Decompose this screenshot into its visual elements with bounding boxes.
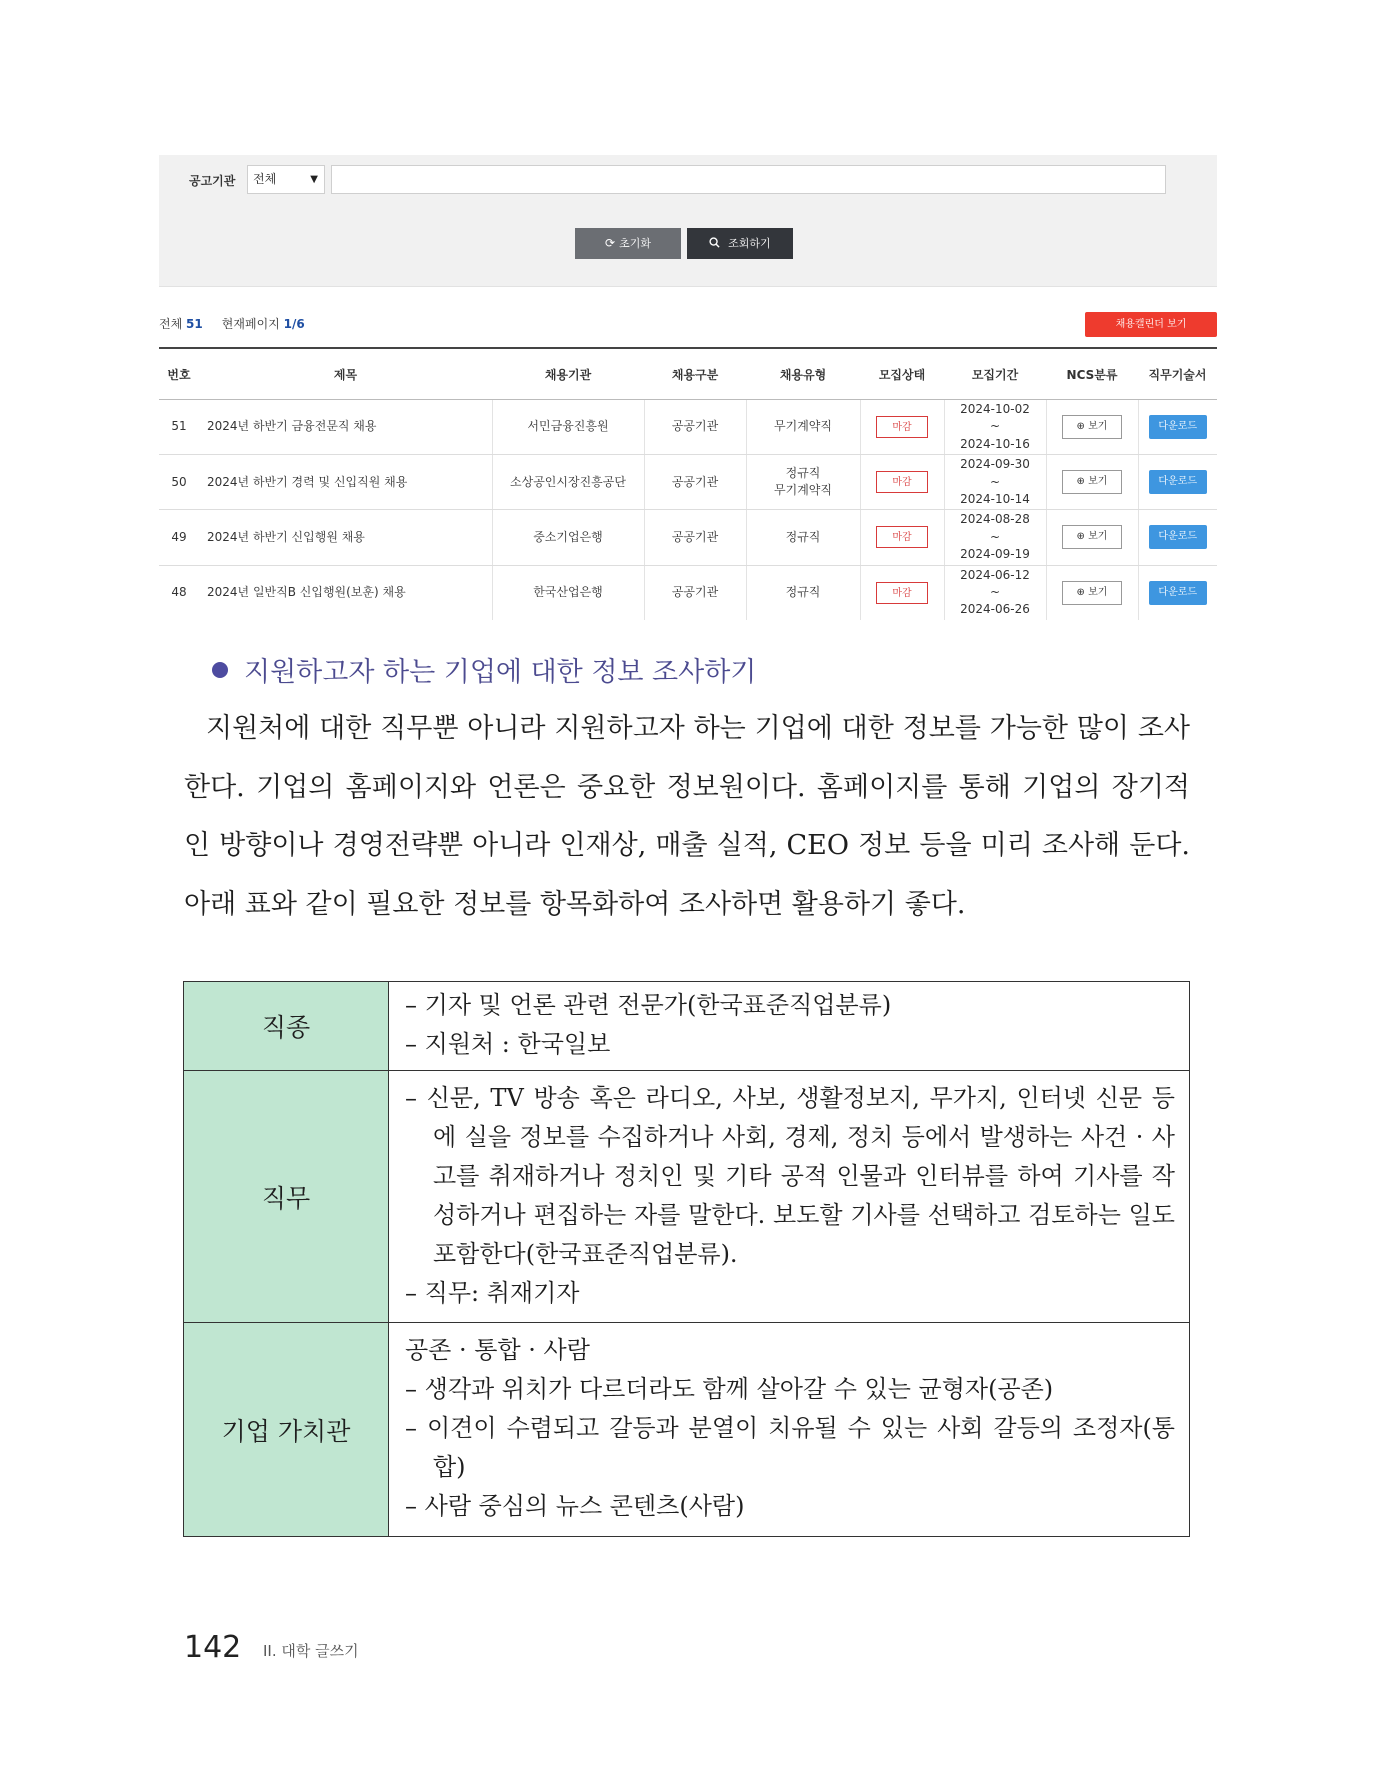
section-heading: 지원하고자 하는 기업에 대한 정보 조사하기: [244, 657, 757, 688]
row-period: [944, 510, 1046, 565]
status-badge: 마감: [876, 416, 928, 438]
row-type-1: 정규직: [785, 584, 821, 599]
row-type: [746, 510, 860, 565]
search-input[interactable]: [331, 165, 1166, 194]
row-ncs: [1046, 565, 1138, 620]
download-button[interactable]: 다운로드: [1149, 525, 1207, 549]
ncs-view-button[interactable]: [1062, 581, 1122, 605]
info-line: – 신문, TV 방송 혹은 라디오, 사보, 생활정보지, 무가지, 인터넷 신문 등에 실을 정보를 수집하거나 사회, 경제, 정치 등에서 발생하는 사건 · 사고를 취재하거나 정치인 및 기타 공적 인물과 인터뷰를 하여 기사를 작성하거나 편집하는 자를 말한다. 보도할 기사를 선택하고 검토하는 일도 포함한다(한국표준직업분류).: [405, 1083, 1175, 1268]
row-type: [746, 455, 860, 510]
row-type-1: 무기계약직: [774, 419, 832, 434]
zoom-icon: ⊕: [1076, 421, 1085, 433]
info-value-occupation: [389, 982, 1190, 1071]
row-title[interactable]: 2024년 일반직B 신입행원(보훈) 채용: [207, 584, 406, 599]
row-org: 서민금융진흥원: [492, 400, 644, 455]
info-intro: 공존 · 통합 · 사람: [405, 1336, 590, 1364]
info-line: – 사람 중심의 뉴스 콘텐츠(사람): [405, 1492, 745, 1520]
row-category: 공공기관: [644, 455, 746, 510]
info-line: – 생각과 위치가 다르더라도 함께 살아갈 수 있는 균형자(공존): [405, 1375, 1054, 1403]
row-title[interactable]: 2024년 하반기 경력 및 신입직원 채용: [199, 455, 492, 510]
row-type: [746, 400, 860, 455]
info-row-occupation: [184, 982, 1190, 1071]
zoom-icon: ⊕: [1076, 531, 1085, 543]
row-doc: [1138, 400, 1217, 455]
table-row: [159, 565, 1217, 620]
info-row-values: [184, 1323, 1190, 1537]
row-ncs: [1046, 455, 1138, 510]
col-header-no: 번호: [159, 348, 199, 400]
col-header-doc: 직무기술서: [1138, 348, 1217, 400]
search-button[interactable]: [687, 228, 793, 259]
col-header-type: 채용유형: [746, 348, 860, 400]
search-icon: [709, 236, 724, 250]
status-badge: 마감: [876, 582, 928, 604]
ncs-view-label: 보기: [1088, 421, 1108, 433]
page-number: 142: [184, 1630, 242, 1665]
row-status: [860, 455, 944, 510]
period-tilde: ~: [989, 474, 1001, 489]
ncs-view-button[interactable]: [1062, 415, 1122, 439]
row-period: [944, 400, 1046, 455]
refresh-icon: ⟳: [605, 236, 616, 250]
col-header-org: 채용기관: [492, 348, 644, 400]
row-no: 49: [159, 510, 199, 565]
row-category: 공공기관: [644, 510, 746, 565]
info-key-occupation: 직종: [184, 982, 389, 1071]
period-end: 2024-10-16: [960, 436, 1030, 451]
row-doc: [1138, 455, 1217, 510]
ncs-view-button[interactable]: [1062, 525, 1122, 549]
ncs-view-label: 보기: [1088, 531, 1108, 543]
download-button[interactable]: 다운로드: [1149, 415, 1207, 439]
status-badge: 마감: [876, 471, 928, 493]
row-period: [944, 455, 1046, 510]
period-tilde: ~: [989, 529, 1001, 544]
reset-button[interactable]: [575, 228, 681, 259]
period-end: 2024-10-14: [960, 491, 1030, 506]
col-header-category: 채용구분: [644, 348, 746, 400]
info-value-values: [389, 1323, 1190, 1537]
download-button[interactable]: 다운로드: [1149, 581, 1207, 605]
bullet-icon: [212, 662, 228, 678]
period-start: 2024-08-28: [960, 512, 1030, 527]
calendar-button[interactable]: 채용캘린더 보기: [1085, 312, 1217, 337]
page-indicator: 1/6: [283, 317, 305, 331]
row-ncs: [1046, 400, 1138, 455]
download-button[interactable]: 다운로드: [1149, 470, 1207, 494]
row-category: 공공기관: [644, 400, 746, 455]
period-tilde: ~: [989, 584, 1001, 599]
org-filter-label: 공고기관: [189, 174, 236, 188]
jobs-table: [159, 347, 1217, 620]
ncs-view-label: 보기: [1088, 586, 1108, 598]
col-header-ncs: NCS분류: [1046, 348, 1138, 400]
zoom-icon: ⊕: [1076, 586, 1085, 598]
period-tilde: ~: [989, 419, 1001, 434]
org-select-value: 전체: [253, 172, 277, 186]
col-header-period: 모집기간: [944, 348, 1046, 400]
reset-button-label: 초기화: [619, 237, 651, 250]
row-type-1: 정규직: [785, 465, 821, 480]
section-paragraph: 지원처에 대한 직무뿐 아니라 지원하고자 하는 기업에 대한 정보를 가능한 많이 조사한다. 기업의 홈페이지와 언론은 중요한 정보원이다. 홈페이지를 통해 기업의 장기적인 방향이나 경영전략뿐 아니라 인재상, 매출 실적, CEO 정보 등을 미리 조사해 둔다. 아래 표와 같이 필요한 정보를 항목화하여 조사하면 활용하기 좋다.: [184, 713, 1190, 920]
row-no: 48: [171, 584, 187, 599]
col-header-title: 제목: [199, 348, 492, 400]
info-key-values: 기업 가치관: [184, 1323, 389, 1537]
zoom-icon: ⊕: [1076, 476, 1085, 488]
result-summary: [159, 315, 305, 332]
period-end: 2024-09-19: [960, 547, 1030, 562]
row-status: [860, 565, 944, 620]
row-period: [944, 565, 1046, 620]
total-count: 51: [186, 317, 203, 331]
info-value-duty: [389, 1071, 1190, 1323]
info-line: – 직무: 취재기자: [405, 1278, 580, 1307]
chapter-title: II. 대학 글쓰기: [263, 1642, 359, 1660]
info-line: – 기자 및 언론 관련 전문가(한국표준직업분류): [405, 991, 892, 1019]
org-select[interactable]: [247, 165, 325, 194]
info-key-duty: 직무: [184, 1071, 389, 1323]
search-button-label: 조회하기: [728, 237, 771, 250]
row-doc: [1138, 565, 1217, 620]
table-row: [159, 510, 1217, 565]
page-label: 현재페이지: [221, 317, 280, 331]
table-row: [159, 455, 1217, 510]
row-title[interactable]: 2024년 하반기 금융전문직 채용: [199, 400, 492, 455]
row-category: 공공기관: [644, 565, 746, 620]
period-start: 2024-06-12: [960, 567, 1030, 582]
row-org: 소상공인시장진흥공단: [492, 455, 644, 510]
period-end: 2024-06-26: [960, 602, 1030, 617]
row-no: 51: [159, 400, 199, 455]
row-type-1: 정규직: [785, 529, 821, 544]
row-doc: [1138, 510, 1217, 565]
col-header-status: 모집상태: [860, 348, 944, 400]
total-label: 전체: [159, 317, 183, 331]
info-line: – 지원처 : 한국일보: [405, 1030, 611, 1058]
table-header-row: [159, 348, 1217, 400]
row-no: 50: [159, 455, 199, 510]
search-panel: [159, 155, 1217, 287]
row-type: [746, 565, 860, 620]
table-row: [159, 400, 1217, 455]
ncs-view-button[interactable]: [1062, 470, 1122, 494]
row-title[interactable]: 2024년 하반기 신입행원 채용: [199, 510, 492, 565]
info-row-duty: [184, 1071, 1190, 1323]
ncs-view-label: 보기: [1088, 476, 1108, 488]
period-start: 2024-09-30: [960, 457, 1030, 472]
period-start: 2024-10-02: [960, 402, 1030, 416]
row-ncs: [1046, 510, 1138, 565]
chevron-down-icon: ▼: [310, 174, 318, 185]
row-status: [860, 510, 944, 565]
info-line: – 이견이 수렴되고 갈등과 분열이 치유될 수 있는 사회 갈등의 조정자(통합): [405, 1414, 1175, 1481]
row-type-2: 무기계약직: [774, 483, 832, 498]
company-info-table: [183, 981, 1190, 1537]
status-badge: 마감: [876, 526, 928, 548]
row-org: 중소기업은행: [492, 510, 644, 565]
row-status: [860, 400, 944, 455]
row-org: 한국산업은행: [492, 565, 644, 620]
